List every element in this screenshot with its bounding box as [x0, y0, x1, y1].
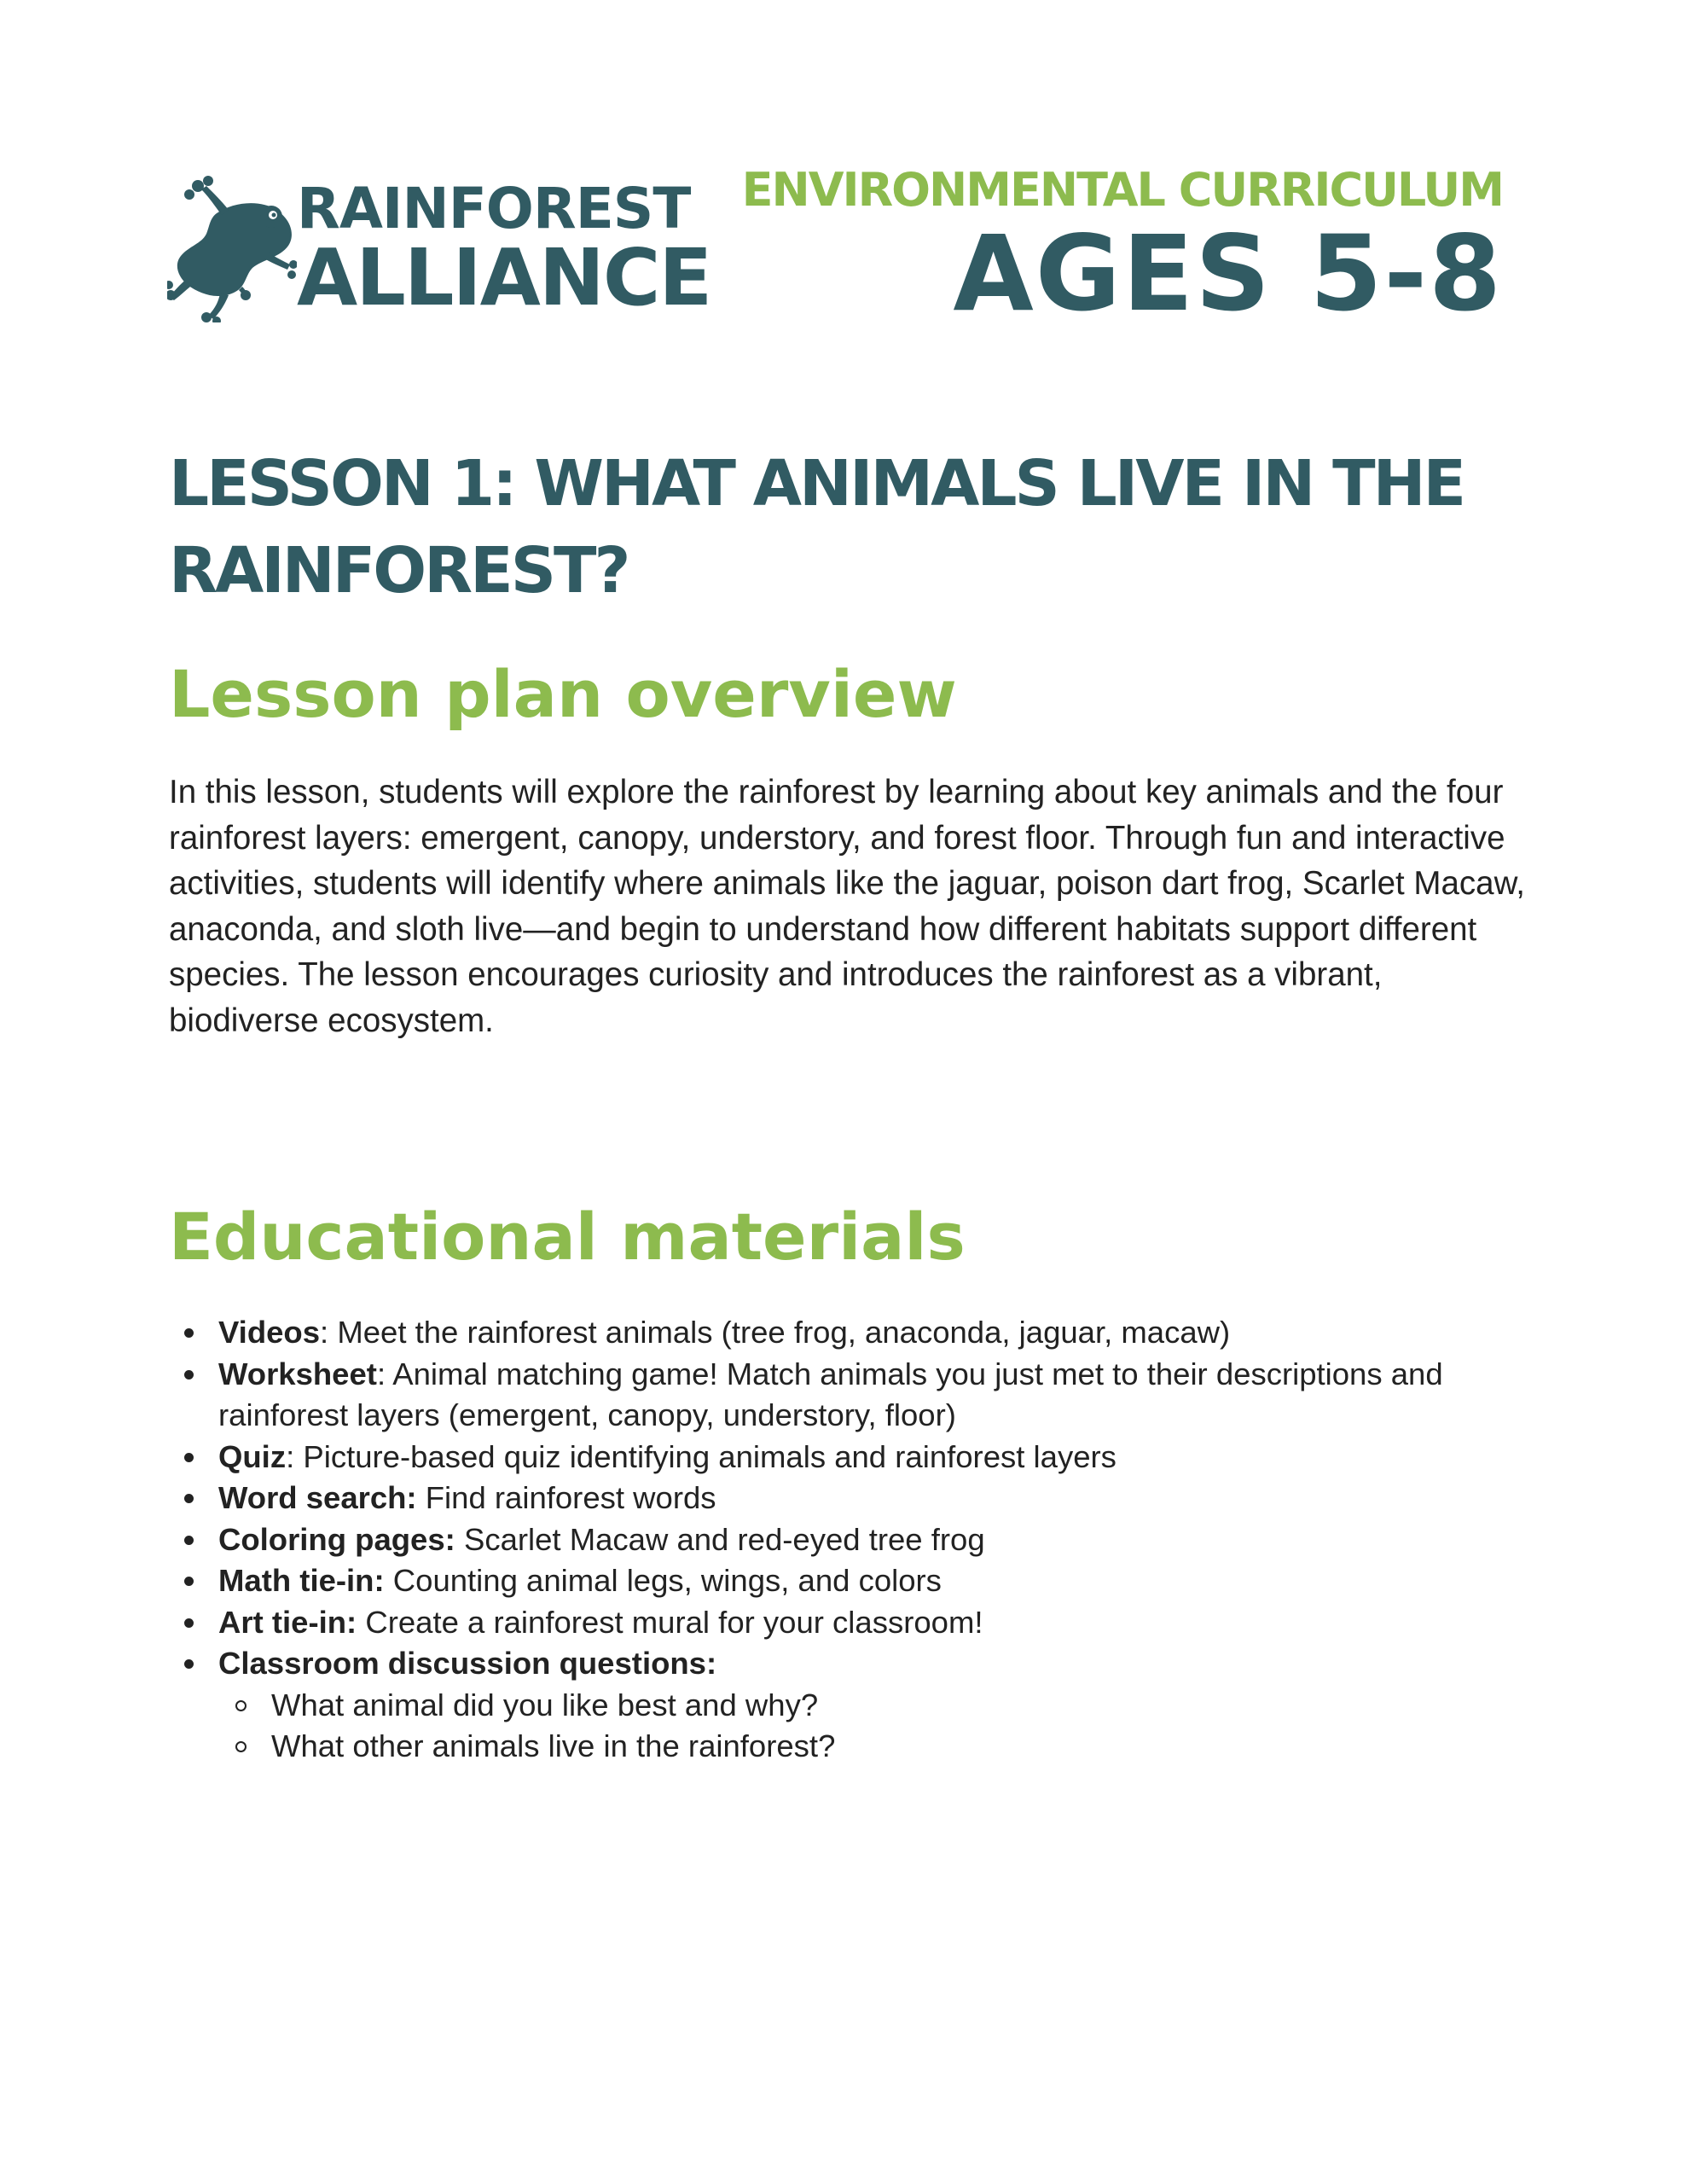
lesson-title: LESSON 1: WHAT ANIMALS LIVE IN THE RAINFOREST? — [169, 447, 1464, 607]
item-text: Create a rainforest mural for your classroom! — [357, 1604, 983, 1640]
item-text: : Picture-based quiz identifying animals and rainforest layers — [286, 1438, 1116, 1474]
item-label: Art tie-in: — [218, 1604, 357, 1640]
item-text: : Meet the rainforest animals (tree frog, anaconda, jaguar, macaw) — [320, 1315, 1231, 1350]
item-label: Worksheet — [218, 1356, 377, 1391]
frog-icon — [167, 176, 297, 322]
list-item — [169, 1478, 1551, 1519]
list-item — [169, 1560, 1551, 1602]
discussion-question: What animal did you like best and why? — [218, 1685, 1551, 1727]
logo-line-2: ALLIANCE — [297, 232, 711, 323]
discussion-question: What other animals live in the rainforest? — [218, 1726, 1551, 1768]
logo-wordmark — [297, 176, 711, 323]
discussion-questions-list — [218, 1685, 1551, 1768]
materials-heading: Educational materials — [169, 1199, 966, 1275]
list-item — [169, 1437, 1551, 1478]
item-text: Find rainforest words — [416, 1480, 716, 1515]
curriculum-badge — [741, 163, 1503, 334]
curriculum-label: ENVIRONMENTAL CURRICULUM — [741, 163, 1503, 217]
item-label: Coloring pages: — [218, 1521, 455, 1557]
logo-line-1: RAINFOREST — [297, 176, 691, 241]
list-item — [169, 1519, 1551, 1561]
age-range: AGES 5-8 — [953, 213, 1503, 334]
list-item — [169, 1602, 1551, 1644]
overview-paragraph: In this lesson, students will explore the rainforest by learning about key animals and the four rainforest layers: emergent, canopy, understory, and forest floor. Through fun and interactive activities, students will identify where animals like the jaguar, poison dart frog, Scarlet Macaw, anaconda, and sloth live—and begin to understand how different habitats support different species. The lesson encourages curiosity and introduces the rainforest as a vibrant, biodiverse ecosystem. — [169, 774, 1525, 1039]
item-label: Quiz — [218, 1438, 287, 1474]
item-label: Math tie-in: — [218, 1563, 385, 1598]
overview-heading: Lesson plan overview — [169, 656, 957, 732]
item-label: Videos — [218, 1315, 321, 1350]
item-text: Scarlet Macaw and red-eyed tree frog — [455, 1521, 985, 1557]
item-text: : Animal matching game! Match animals you just met to their descriptions and rainforest layers (emergent, canopy, understory, floor) — [218, 1356, 1443, 1432]
item-text: Counting animal legs, wings, and colors — [384, 1563, 942, 1598]
rainforest-alliance-logo — [167, 176, 711, 329]
materials-list — [169, 1312, 1551, 1768]
item-label: Classroom discussion questions: — [218, 1646, 717, 1681]
list-item — [169, 1354, 1551, 1437]
item-label: Word search: — [218, 1480, 417, 1515]
list-item — [169, 1312, 1551, 1354]
list-item — [169, 1643, 1551, 1768]
